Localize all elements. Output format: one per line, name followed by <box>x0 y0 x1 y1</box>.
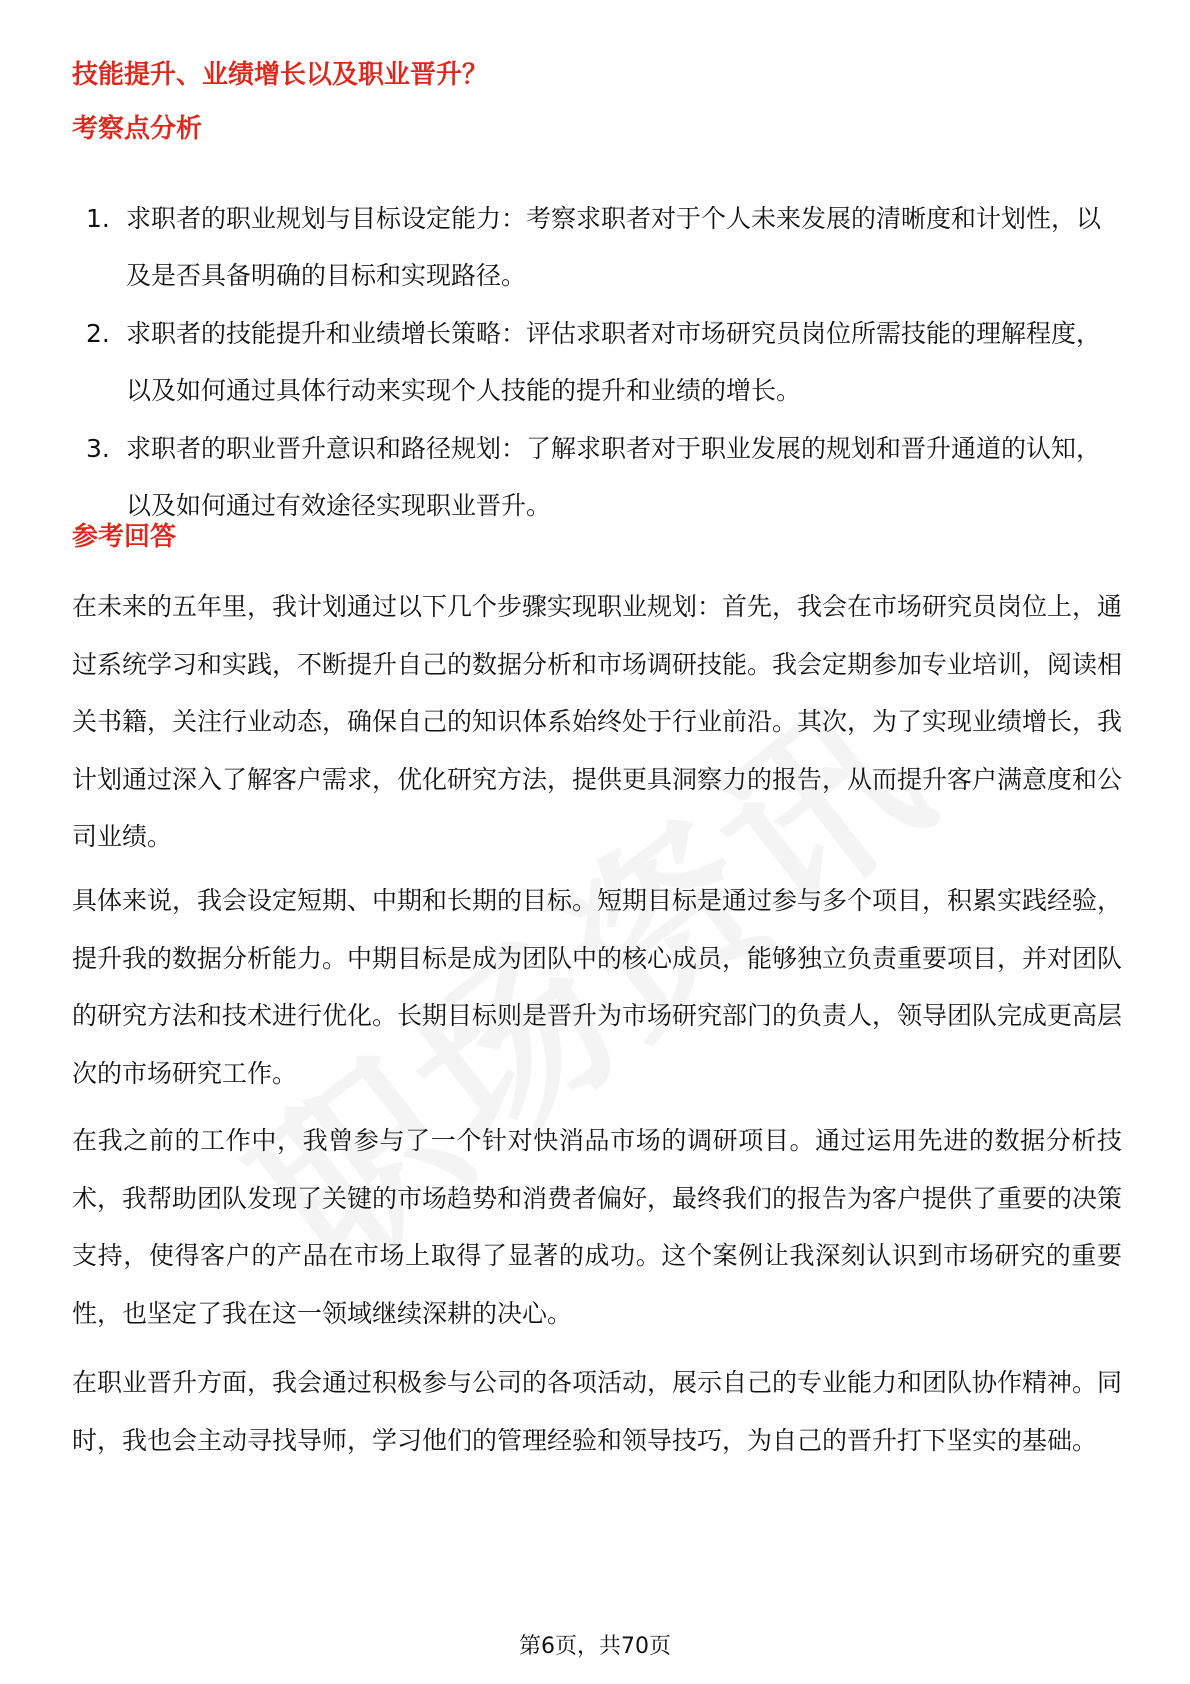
list-item-text: 求职者的技能提升和业绩增长策略：评估求职者对市场研究员岗位所需技能的理解程度，以及如何通过具体行动来实现个人技能的提升和业绩的增长。 <box>126 319 1102 405</box>
analysis-list <box>72 190 1117 535</box>
list-item <box>72 190 1117 304</box>
list-item-number: 1. <box>86 204 110 233</box>
page-number: 第6页，共70页 <box>519 1634 671 1659</box>
list-item-number: 2. <box>86 319 110 348</box>
question-title-continuation: 技能提升、业绩增长以及职业晋升？ <box>72 60 489 90</box>
list-item <box>72 305 1117 419</box>
list-item <box>72 420 1117 534</box>
section-heading-analysis: 考察点分析 <box>72 114 203 144</box>
answer-paragraph-4: 在职业晋升方面，我会通过积极参与公司的各项活动，展示自己的专业能力和团队协作精神。同时，我也会主动寻找导师，学习他们的管理经验和领导技巧，为自己的晋升打下坚实的基础。 <box>72 1368 1123 1455</box>
answer-paragraph-2: 具体来说，我会设定短期、中期和长期的目标。短期目标是通过参与多个项目，积累实践经验，提升我的数据分析能力。中期目标是成为团队中的核心成员，能够独立负责重要项目，并对团队的研究方法和技术进行优化。长期目标则是晋升为市场研究部门的负责人，领导团队完成更高层次的市场研究工作。 <box>72 886 1123 1088</box>
list-item-text: 求职者的职业晋升意识和路径规划：了解求职者对于职业发展的规划和晋升通道的认知，以及如何通过有效途径实现职业晋升。 <box>126 434 1102 520</box>
list-item-text: 求职者的职业规划与目标设定能力：考察求职者对于个人未来发展的清晰度和计划性，以及是否具备明确的目标和实现路径。 <box>126 204 1102 290</box>
section-heading-answer: 参考回答 <box>72 522 177 552</box>
answer-paragraph-1: 在未来的五年里，我计划通过以下几个步骤实现职业规划：首先，我会在市场研究员岗位上，通过系统学习和实践，不断提升自己的数据分析和市场调研技能。我会定期参加专业培训，阅读相关书籍，关注行业动态，确保自己的知识体系始终处于行业前沿。其次，为了实现业绩增长，我计划通过深入了解客户需求，优化研究方法，提供更具洞察力的报告，从而提升客户满意度和公司业绩。 <box>72 592 1123 851</box>
list-item-number: 3. <box>86 434 110 463</box>
answer-paragraph-3: 在我之前的工作中，我曾参与了一个针对快消品市场的调研项目。通过运用先进的数据分析技术，我帮助团队发现了关键的市场趋势和消费者偏好，最终我们的报告为客户提供了重要的决策支持，使得客户的产品在市场上取得了显著的成功。这个案例让我深刻认识到市场研究的重要性，也坚定了我在这一领域继续深耕的决心。 <box>72 1126 1123 1328</box>
